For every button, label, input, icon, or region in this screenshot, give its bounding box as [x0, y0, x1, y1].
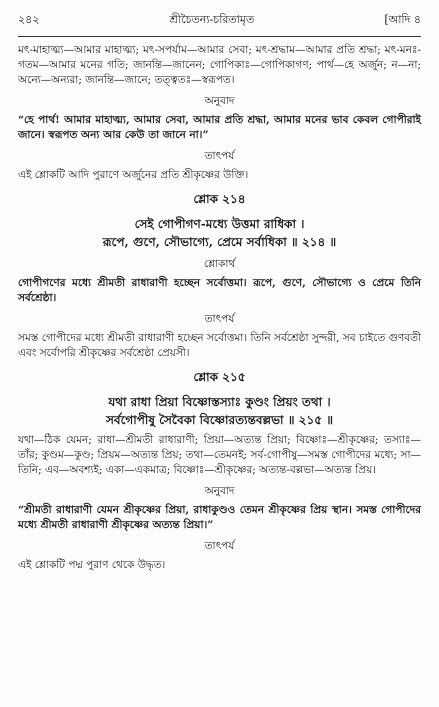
verse-214-line-1: সেই গোপীগণ-মধ্যে উত্তমা রাধিকা । — [134, 217, 305, 231]
page-number: ২৪২ — [18, 12, 40, 26]
verse-214-meaning-heading: শ্লোকার্থ — [203, 258, 236, 270]
page-header — [18, 10, 421, 30]
verse-215-purport: এই শ্লোকটি পদ্ম পুরাণ থেকে উদ্ধৃত। — [18, 559, 166, 571]
verse-215-line-1: যথা রাধা প্রিয়া বিষ্ণোস্তস্যাঃ কুণ্ডং প্রিয়ং তথা । — [108, 395, 331, 409]
verse-214-heading: শ্লোক ২১৪ — [193, 192, 246, 206]
purport-paragraph: এই শ্লোকটি আদি পুরাণে অর্জুনের প্রতি শ্রীকৃষ্ণের উক্তি। — [18, 169, 249, 181]
verse-214-line-2: রূপে, গুণে, সৌভাগ্যে, প্রেমে সর্বাধিকা ॥ ২১৪ ॥ — [102, 235, 337, 249]
translation-heading: অনুবাদ — [204, 95, 235, 107]
verse-214-purport: সমস্ত গোপীদের মধ্যে শ্রীমতী রাধারাণী হচ্ছেন সর্বোত্তমা। তিনি সর্বশ্রেষ্ঠা সুন্দরী, সব চাইতে গুণবতী এবং সর্বোপরি শ্রীকৃষ্ণের সর্বশ্রেষ্ঠা প্রেয়সী। — [18, 332, 421, 359]
chapter-mark: [আদি ৪ — [384, 12, 421, 26]
translation-paragraph: “হে পার্থ! আমার মাহাত্ম্য, আমার সেবা, আমার প্রতি শ্রদ্ধা, আমার মনের ভাব কেবল গোপীরাই জানে। স্বরূপত অন্য আর কেউ তা জানে না।” — [18, 114, 421, 141]
verse-214-purport-heading: তাৎপর্য — [204, 313, 235, 325]
verse-215-translation-heading: অনুবাদ — [204, 485, 235, 497]
synonyms-paragraph: মৎ-মাহাত্ম্য—আমার মাহাত্ম্য; মৎ-সপর্যাম—আমার সেবা; মৎ-শ্রদ্ধাম—আমার প্রতি শ্রদ্ধা; মৎ-মনঃ-গতম—আমার মনের গতি; জানন্তি—জানেন; গোপিকাঃ—গোপিকাগণ; পার্থ—হে অর্জুন; ন—না; অন্যে—অন্যরা; জানন্তি—জানে; তত্ত্বতঃ—স্বরূপত। — [18, 44, 421, 86]
verse-214-meaning: গোপীগণের মধ্যে শ্রীমতী রাধারাণী হচ্ছেন সর্বোত্তমা। রূপে, গুণে, সৌভাগ্যে ও প্রেমে তিনি সর্বশ্রেষ্ঠা। — [18, 277, 421, 304]
verse-215-purport-heading: তাৎপর্য — [204, 540, 235, 552]
verse-215-heading: শ্লোক ২১৫ — [193, 370, 246, 384]
verse-215-synonyms: যথা—ঠিক যেমন; রাধা—শ্রীমতী রাধারাণী; প্রিয়া—অত্যন্ত প্রিয়া; বিষ্ণোঃ—শ্রীকৃষ্ণের; তস্যাঃ—তাঁর; কুণ্ডম—কুণ্ড; প্রিয়ম—অত্যন্ত প্রিয়; তথা—তেমনই; সর্ব-গোপীষু—সমস্ত গোপীদের মধ্যে; সা—তিনি; এব—অবশ্যই; একা—একমাত্র; বিষ্ণোঃ—শ্রীকৃষ্ণের; অত্যন্ত-বল্লভা—অত্যন্ত প্রিয়। — [18, 434, 421, 476]
verse-215-line-2: সর্বগোপীষু সৈবৈকা বিষ্ণোরত্যন্তবল্লভা ॥ ২১৫ ॥ — [105, 413, 333, 427]
header-rule — [18, 36, 421, 37]
book-title: শ্রীচৈতন্য-চরিতামৃত — [169, 12, 255, 26]
purport-heading: তাৎপর্য — [204, 150, 235, 162]
verse-215-translation: “শ্রীমতী রাধারাণী যেমন শ্রীকৃষ্ণের প্রিয়া, রাধাকুণ্ডও তেমন শ্রীকৃষ্ণের প্রিয় স্থান। সমস্ত গোপীদের মধ্যে শ্রীমতী রাধারাণী শ্রীকৃষ্ণের অত্যন্ত প্রিয়া।” — [18, 504, 421, 531]
